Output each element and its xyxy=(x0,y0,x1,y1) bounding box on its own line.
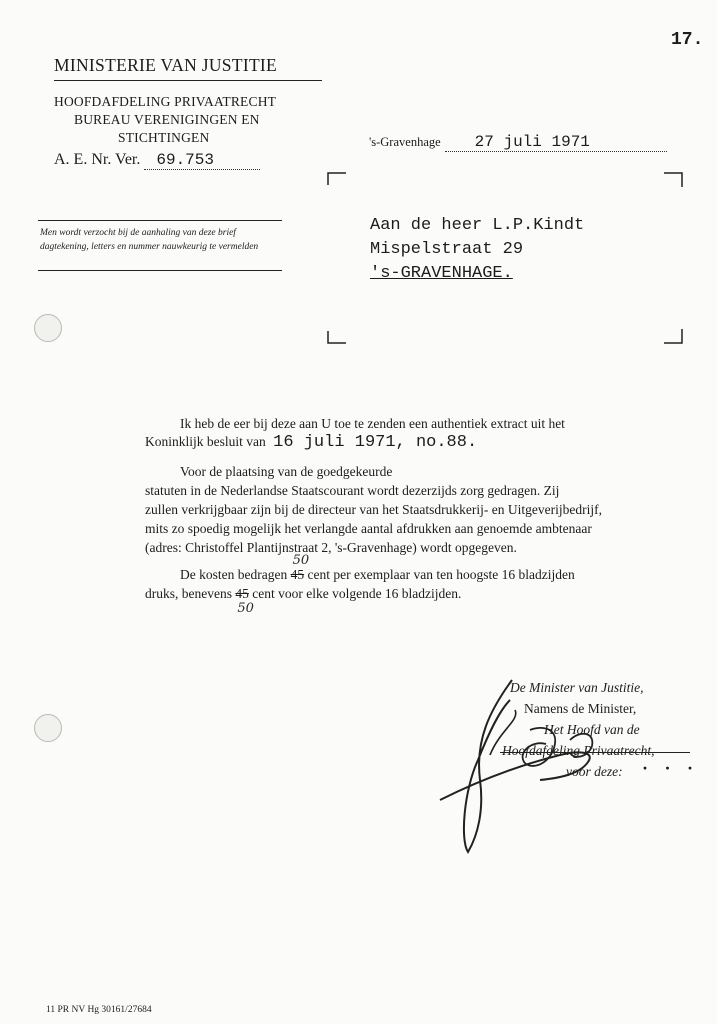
cost-text-2: cent voor elke volgende 16 bladzijden. xyxy=(252,586,462,601)
reference-value: 69.753 xyxy=(144,151,260,170)
department-line-2: BUREAU VERENIGINGEN EN xyxy=(74,112,260,127)
department-line-3: STICHTINGEN xyxy=(118,130,210,145)
paragraph-2-line-3: zullen verkrijgbaar zijn bij de directeur van het Staatsdrukkerij- en Uitgeverijbedrijf, xyxy=(145,502,602,517)
cost-new-1: 50 xyxy=(292,553,310,568)
ministry-name: MINISTERIE VAN JUSTITIE xyxy=(54,55,278,75)
reference-number xyxy=(54,151,260,170)
cost-label: De kosten bedragen xyxy=(180,567,288,582)
paragraph-2-line-4: mits zo spoedig mogelijk het verlangde aantal afdrukken aan genoemde ambtenaar xyxy=(145,521,592,536)
date: 27 juli 1971 xyxy=(445,133,667,152)
cost-old-1: 45 xyxy=(290,567,305,582)
reference-label: A. E. Nr. Ver. xyxy=(54,151,141,168)
address-line-1: Aan de heer L.P.Kindt xyxy=(370,216,585,235)
cost-new-2: 50 xyxy=(237,601,254,616)
notice-text: Men wordt verzocht bij de aanhaling van deze brief dagtekening, letters en nummer nauwkeurig te vermelden xyxy=(40,228,259,252)
notice-rule-bottom xyxy=(38,270,282,271)
paragraph-3-line-1 xyxy=(145,553,715,584)
signature-line-4: Hoofdafdeling Privaatrecht, xyxy=(502,743,655,758)
page-number: 17. xyxy=(671,30,704,50)
paragraph-2-line-1: Voor de plaatsing van de goedgekeurde xyxy=(180,464,393,479)
notice-rule-top xyxy=(38,220,282,221)
place: 's-Gravenhage xyxy=(369,135,441,149)
signature-line-3: Het Hoofd van de xyxy=(544,722,640,737)
place-date xyxy=(369,133,667,152)
paragraph-1-text: Ik heb de eer bij deze aan U toe te zenden een authentiek extract uit het xyxy=(180,416,565,431)
cost-text-1: cent per exemplaar van ten hoogste 16 bladzijden xyxy=(307,567,575,582)
signature-line-1: De Minister van Justitie, xyxy=(510,680,644,695)
footer-code: 11 PR NV Hg 30161/27684 xyxy=(46,1005,152,1015)
punch-hole-bottom xyxy=(34,714,62,742)
paragraph-2-line-2: statuten in de Nederlandse Staatscourant wordt dezerzijds zorg gedragen. Zij xyxy=(145,483,560,498)
cost-old-2: 45 xyxy=(235,586,249,601)
signature-line-5: voor deze: xyxy=(566,764,623,779)
cost-label-2: druks, benevens xyxy=(145,586,232,601)
letterhead-rule xyxy=(54,80,322,81)
decree-reference: 16 juli 1971, no.88. xyxy=(273,433,478,452)
paragraph-1-line-2 xyxy=(145,432,715,452)
punch-hole-top xyxy=(34,314,62,342)
signature-dots: · · · xyxy=(642,758,700,778)
paragraph-2-line-5: (adres: Christoffel Plantijnstraat 2, 's-Gravenhage) wordt opgegeven. xyxy=(145,540,517,555)
signature-line-2: Namens de Minister, xyxy=(524,701,637,716)
paragraph-1-line-1 xyxy=(145,414,715,433)
decree-label: Koninklijk besluit van xyxy=(145,434,266,449)
paragraph-3-line-2 xyxy=(145,584,715,616)
address-line-3: 's-GRAVENHAGE. xyxy=(370,264,513,283)
department-line-1: HOOFDAFDELING PRIVAATRECHT xyxy=(54,94,277,109)
address-line-2: Mispelstraat 29 xyxy=(370,240,524,259)
handwritten-signature xyxy=(420,670,620,860)
